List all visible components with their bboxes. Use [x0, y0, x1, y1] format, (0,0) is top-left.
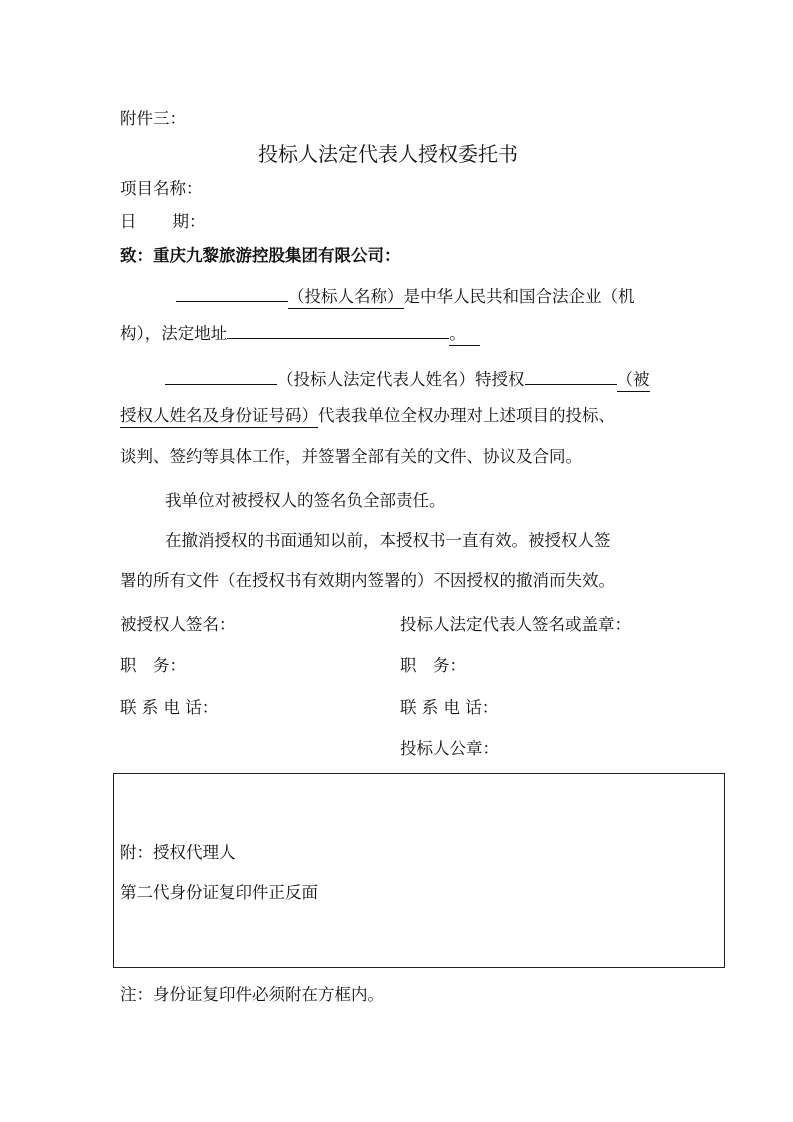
para2-bracket-open: （被: [617, 369, 650, 392]
para4-line1: 在撤消授权的书面通知以前，本授权书一直有效。被授权人签: [165, 531, 611, 550]
bidder-name-blank: [176, 283, 288, 302]
addressee-line: 致：重庆九黎旅游控股集团有限公司：: [120, 246, 401, 265]
box-line2: 第二代身份证复印件正反面: [120, 883, 318, 902]
para1-line1: [176, 283, 635, 309]
para2-line2: [120, 405, 615, 428]
para2-line1: [165, 366, 650, 392]
attachment-label: 附件三：: [120, 109, 186, 128]
document-title: 投标人法定代表人授权委托书: [258, 142, 518, 166]
para1-line2-start: 构），法定地址: [120, 324, 228, 343]
authorized-position-label: 职 务：: [120, 656, 186, 675]
rep-name-hint: （投标人法定代表人姓名）特授权: [277, 370, 525, 389]
id-card-copy-box: [113, 773, 725, 968]
bidder-seal-label: 投标人公章：: [400, 739, 499, 758]
date-label-part2: 期：: [172, 212, 206, 231]
box-line1: 附：授权代理人: [120, 843, 236, 862]
date-label: [120, 211, 206, 233]
footnote: 注：身份证复印件必须附在方框内。: [120, 985, 384, 1004]
para2-line3: 谈判、签约等具体工作，并签署全部有关的文件、协议及合同。: [120, 447, 582, 466]
rep-phone-label: 联 系 电 话：: [400, 698, 499, 717]
para1-line2: [120, 320, 480, 346]
para2-line2-rest: 代表我单位全权办理对上述项目的投标、: [318, 406, 615, 425]
authorized-phone-label: 联 系 电 话：: [120, 698, 219, 717]
authorized-signature-label: 被授权人签名：: [120, 615, 236, 634]
project-name-label: 项目名称：: [120, 179, 203, 198]
rep-position-label: 职 务：: [400, 656, 466, 675]
bidder-name-hint: （投标人名称）: [288, 286, 404, 309]
address-end: 。: [449, 323, 480, 346]
rep-name-blank: [165, 366, 277, 385]
authorized-person-blank: [525, 366, 617, 385]
para3: 我单位对被授权人的签名负全部责任。: [165, 491, 446, 510]
address-blank: [227, 320, 449, 339]
date-label-part1: 日: [120, 212, 137, 231]
para2-line2-underlined: 授权人姓名及身份证号码）: [120, 405, 318, 428]
para1-mid-text: 是中华人民共和国合法企业（机: [403, 287, 635, 306]
rep-signature-label: 投标人法定代表人签名或盖章：: [400, 615, 631, 634]
para4-line2: 署的所有文件（在授权书有效期内签署的）不因授权的撤消而失效。: [120, 571, 615, 590]
